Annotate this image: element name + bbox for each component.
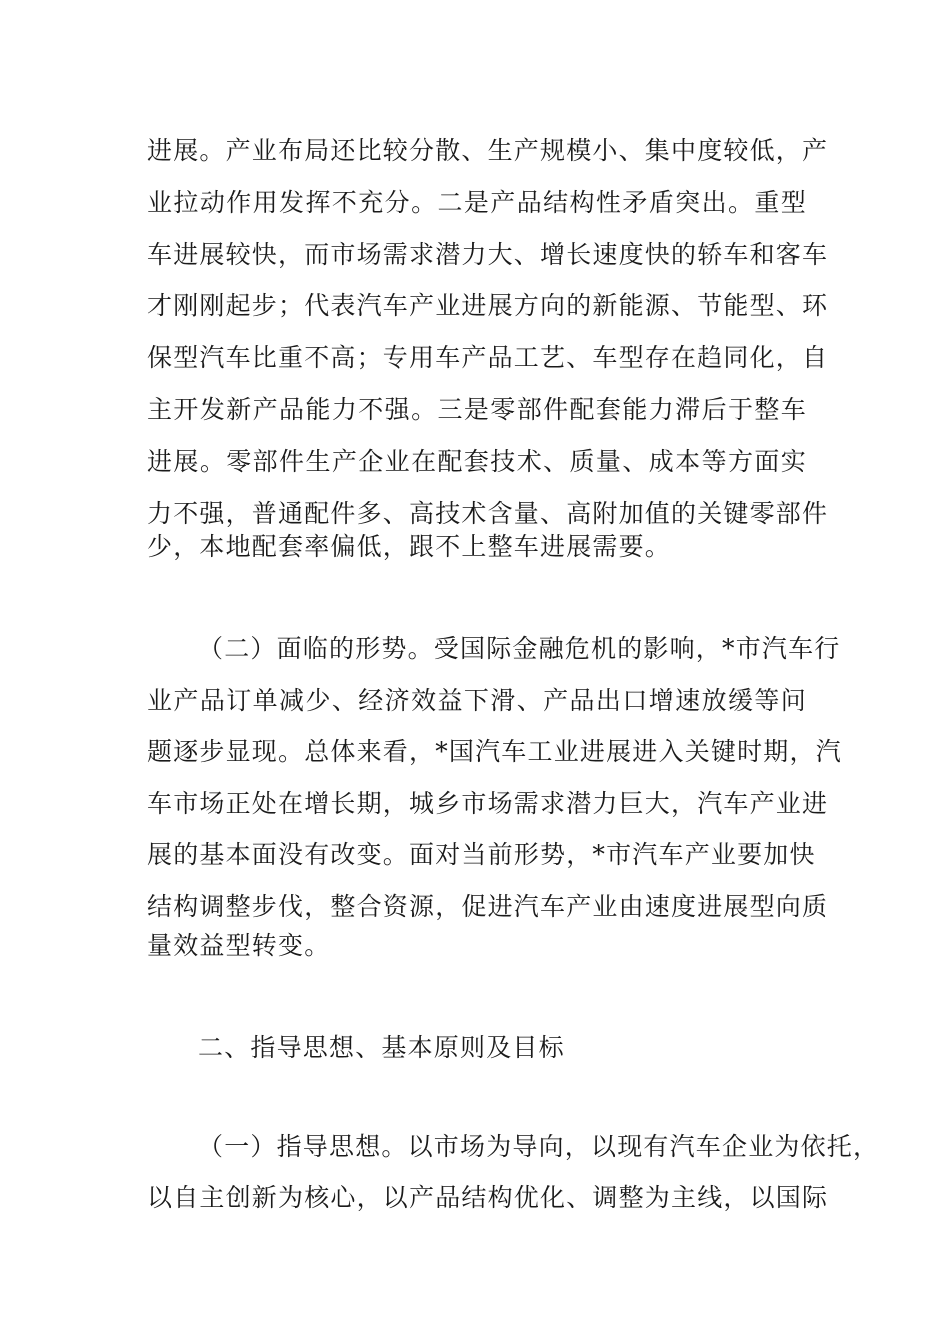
- text-line: 结构调整步伐，整合资源，促进汽车产业由速度进展型向质: [147, 892, 829, 921]
- text-line: （二）面临的形势。受国际金融危机的影响，*市汽车行: [198, 634, 841, 663]
- text-line: 进展。零部件生产企业在配套技术、质量、成本等方面实: [147, 447, 807, 476]
- text-line: 车进展较快，而市场需求潜力大、增长速度快的轿车和客车: [147, 240, 829, 269]
- text-line: 才刚刚起步；代表汽车产业进展方向的新能源、节能型、环: [147, 291, 829, 320]
- text-line: 业产品订单减少、经济效益下滑、产品出口增速放缓等问: [147, 686, 807, 715]
- text-line: （一）指导思想。以市场为导向，以现有汽车企业为依托，: [198, 1132, 880, 1161]
- text-line: 进展。产业布局还比较分散、生产规模小、集中度较低，产: [147, 136, 829, 165]
- section-heading: 二、指导思想、基本原则及目标: [198, 1033, 565, 1062]
- text-line: 展的基本面没有改变。面对当前形势，*市汽车产业要加快: [147, 840, 816, 869]
- text-line: 以自主创新为核心，以产品结构优化、调整为主线，以国际: [147, 1183, 829, 1212]
- text-line: 少，本地配套率偏低，跟不上整车进展需要。: [147, 532, 672, 561]
- text-line: 保型汽车比重不高；专用车产品工艺、车型存在趋同化，自: [147, 343, 829, 372]
- text-line: 题逐步显现。总体来看，*国汽车工业进展进入关键时期，汽: [147, 737, 842, 766]
- text-line: 力不强，普通配件多、高技术含量、高附加值的关键零部件: [147, 499, 829, 528]
- text-line: 主开发新产品能力不强。三是零部件配套能力滞后于整车: [147, 395, 807, 424]
- text-line: 车市场正处在增长期，城乡市场需求潜力巨大，汽车产业进: [147, 789, 829, 818]
- text-line: 业拉动作用发挥不充分。二是产品结构性矛盾突出。重型: [147, 188, 807, 217]
- text-line: 量效益型转变。: [147, 931, 331, 960]
